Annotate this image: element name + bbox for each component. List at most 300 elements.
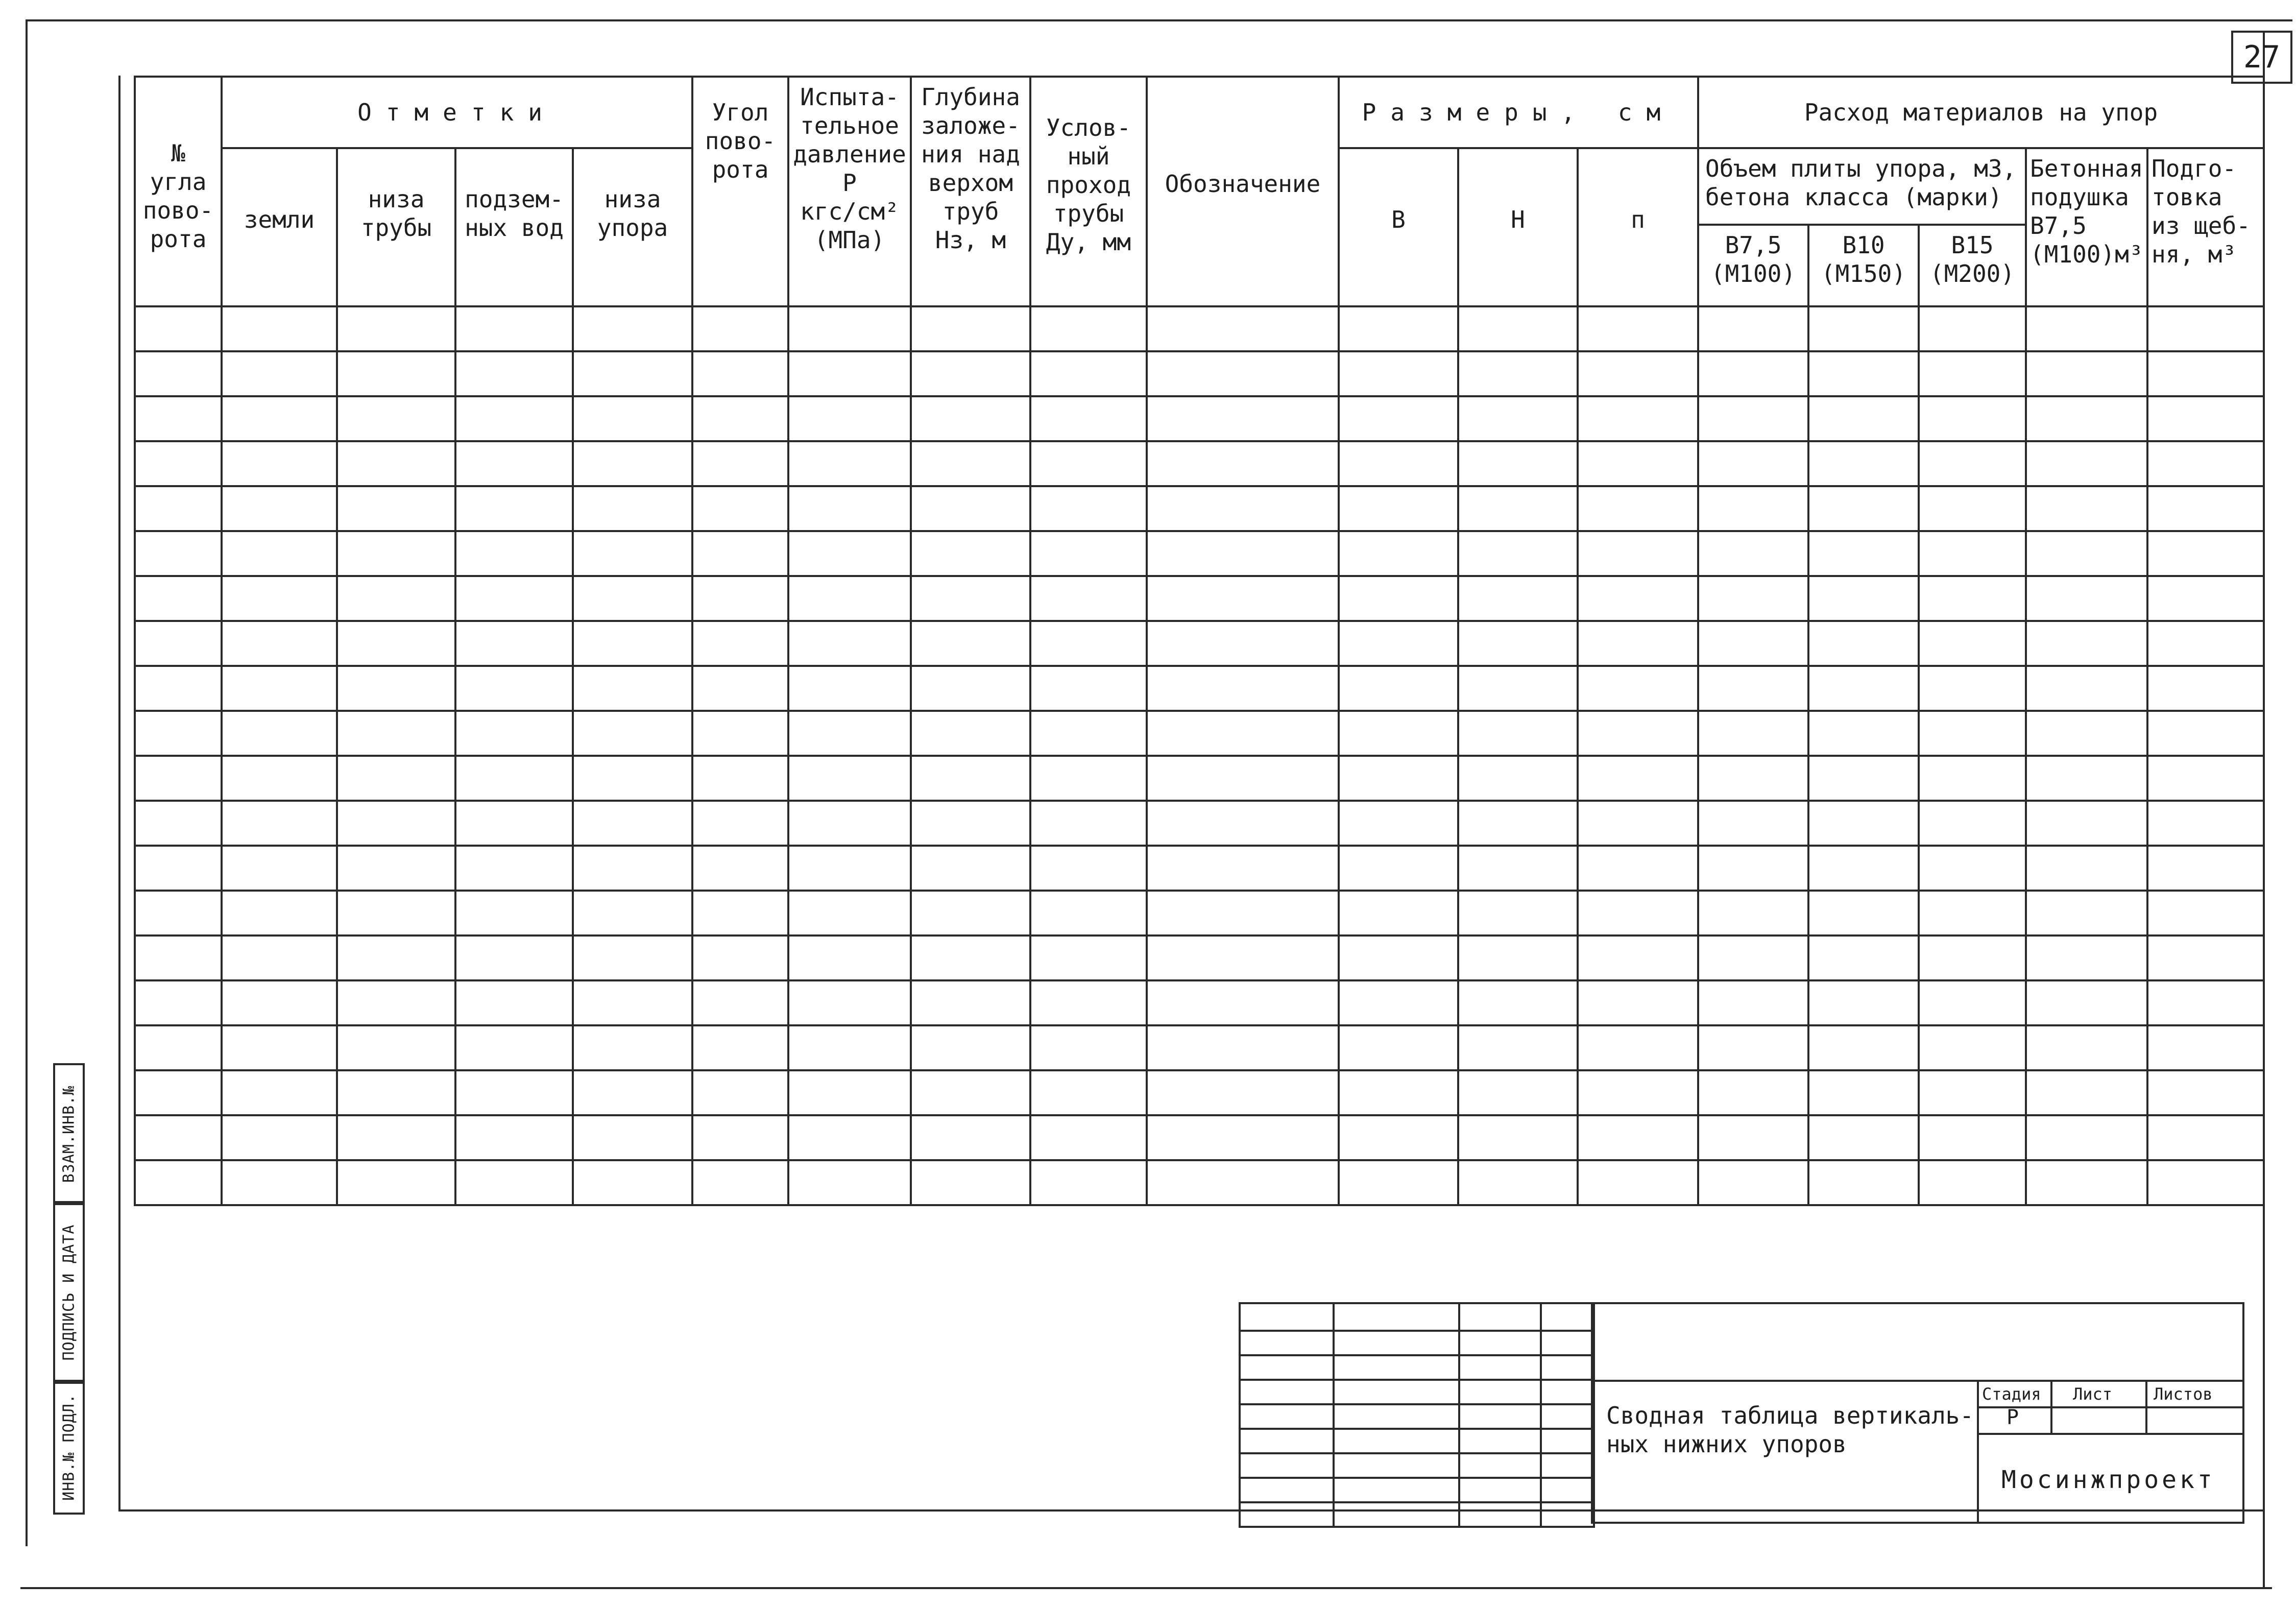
table-cell	[1339, 396, 1458, 441]
table-cell	[1147, 486, 1339, 531]
table-cell	[455, 801, 573, 846]
table-cell	[1147, 351, 1339, 396]
table-cell	[1698, 1070, 1808, 1115]
table-cell	[1339, 936, 1458, 980]
table-cell	[911, 1160, 1030, 1205]
table-cell	[1458, 1070, 1578, 1115]
table-cell	[1458, 936, 1578, 980]
table-cell	[337, 980, 455, 1025]
signature-grid	[1239, 1302, 1595, 1528]
table-cell	[573, 756, 692, 801]
table-cell	[1458, 846, 1578, 891]
table-cell	[1030, 846, 1147, 891]
table-cell	[1698, 980, 1808, 1025]
header-b75: В7,5 (М100)	[1698, 225, 1808, 306]
table-cell	[1919, 441, 2026, 486]
table-cell	[1458, 351, 1578, 396]
table-cell	[1698, 891, 1808, 936]
table-cell	[1030, 576, 1147, 621]
table-cell	[1578, 1160, 1698, 1205]
table-cell	[1339, 306, 1458, 351]
table-cell	[788, 756, 911, 801]
table-cell	[1698, 801, 1808, 846]
table-cell	[455, 306, 573, 351]
table-row	[135, 711, 2264, 756]
table-cell	[692, 1070, 788, 1115]
table-cell	[337, 936, 455, 980]
table-cell	[2147, 351, 2264, 396]
table-cell	[1919, 1160, 2026, 1205]
signature-cell	[1541, 1331, 1594, 1355]
table-cell	[222, 891, 337, 936]
table-cell	[222, 1115, 337, 1160]
signature-cell	[1334, 1478, 1459, 1502]
table-cell	[135, 891, 222, 936]
table-cell	[1458, 1025, 1578, 1070]
table-cell	[788, 531, 911, 576]
table-cell	[2026, 666, 2147, 711]
table-cell	[1919, 306, 2026, 351]
table-cell	[455, 1160, 573, 1205]
table-cell	[455, 980, 573, 1025]
table-cell	[1808, 441, 1919, 486]
table-cell	[788, 1070, 911, 1115]
table-cell	[2026, 801, 2147, 846]
table-cell	[135, 711, 222, 756]
table-cell	[1030, 306, 1147, 351]
table-cell	[1339, 441, 1458, 486]
side-stamp-signature-date	[53, 1201, 85, 1384]
table-cell	[573, 801, 692, 846]
table-cell	[1578, 531, 1698, 576]
table-cell	[2147, 1025, 2264, 1070]
table-cell	[135, 1115, 222, 1160]
table-cell	[1147, 1025, 1339, 1070]
table-cell	[222, 666, 337, 711]
table-cell	[788, 486, 911, 531]
table-cell	[788, 711, 911, 756]
table-cell	[1339, 1115, 1458, 1160]
table-cell	[1147, 756, 1339, 801]
table-cell	[573, 441, 692, 486]
signature-cell	[1334, 1404, 1459, 1429]
table-cell	[1698, 1160, 1808, 1205]
table-cell	[337, 396, 455, 441]
signature-cell	[1541, 1429, 1594, 1453]
table-cell	[573, 576, 692, 621]
signature-cell	[1240, 1429, 1334, 1453]
table-cell	[2147, 396, 2264, 441]
table-cell	[911, 846, 1030, 891]
header-angle-number: № угла пово- рота	[135, 77, 222, 306]
table-cell	[911, 576, 1030, 621]
table-cell	[573, 621, 692, 666]
table-cell	[2026, 756, 2147, 801]
signature-cell	[1334, 1502, 1459, 1527]
table-cell	[1030, 666, 1147, 711]
table-cell	[573, 891, 692, 936]
table-cell	[135, 1070, 222, 1115]
title-block	[1591, 1302, 2244, 1524]
table-cell	[1030, 756, 1147, 801]
table-cell	[788, 1115, 911, 1160]
header-b10: В10 (М150)	[1808, 225, 1919, 306]
table-cell	[455, 1070, 573, 1115]
table-row	[135, 1070, 2264, 1115]
signature-cell	[1334, 1453, 1459, 1478]
table-cell	[911, 306, 1030, 351]
table-cell	[455, 711, 573, 756]
table-cell	[2026, 351, 2147, 396]
table-cell	[1578, 351, 1698, 396]
table-cell	[1339, 891, 1458, 936]
table-cell	[1578, 936, 1698, 980]
table-row	[135, 621, 2264, 666]
table-cell	[1030, 486, 1147, 531]
signature-cell	[1459, 1380, 1541, 1404]
table-cell	[455, 486, 573, 531]
sheets-label: Листов	[2154, 1384, 2213, 1404]
table-cell	[692, 711, 788, 756]
table-cell	[573, 846, 692, 891]
table-cell	[1808, 576, 1919, 621]
table-cell	[1808, 980, 1919, 1025]
table-cell	[1808, 621, 1919, 666]
table-cell	[1030, 621, 1147, 666]
signature-cell	[1240, 1303, 1334, 1331]
table-cell	[1147, 1115, 1339, 1160]
table-cell	[2147, 1115, 2264, 1160]
table-cell	[1458, 756, 1578, 801]
table-cell	[455, 576, 573, 621]
table-cell	[1578, 846, 1698, 891]
table-cell	[1698, 576, 1808, 621]
table-row	[135, 306, 2264, 351]
table-cell	[1030, 936, 1147, 980]
table-cell	[222, 846, 337, 891]
table-cell	[692, 351, 788, 396]
table-cell	[1919, 486, 2026, 531]
table-cell	[1339, 801, 1458, 846]
table-cell	[788, 980, 911, 1025]
table-cell	[573, 936, 692, 980]
table-cell	[692, 1115, 788, 1160]
table-cell	[1147, 980, 1339, 1025]
table-row	[135, 1025, 2264, 1070]
table-cell	[1808, 1025, 1919, 1070]
table-row	[135, 846, 2264, 891]
side-stamp-replace-inv-label: ВЗАМ.ИНВ.№	[60, 1085, 78, 1183]
table-cell	[337, 486, 455, 531]
table-cell	[455, 531, 573, 576]
table-cell	[1339, 711, 1458, 756]
header-test-pressure: Испыта- тельное давление P кгс/см² (МПа)	[788, 77, 911, 306]
table-cell	[1808, 306, 1919, 351]
table-cell	[692, 980, 788, 1025]
table-cell	[1698, 711, 1808, 756]
table-cell	[573, 306, 692, 351]
table-cell	[135, 621, 222, 666]
header-stop-bottom: низа упора	[573, 148, 692, 306]
table-cell	[1458, 801, 1578, 846]
table-cell	[692, 756, 788, 801]
table-cell	[1698, 441, 1808, 486]
table-cell	[1578, 1070, 1698, 1115]
table-cell	[911, 1070, 1030, 1115]
table-cell	[1458, 531, 1578, 576]
signature-row	[1240, 1502, 1594, 1527]
table-cell	[222, 576, 337, 621]
header-gravel-prep: Подго- товка из щеб- ня, м³	[2147, 148, 2264, 306]
table-cell	[692, 846, 788, 891]
table-cell	[1030, 531, 1147, 576]
table-cell	[1578, 441, 1698, 486]
table-cell	[788, 1160, 911, 1205]
header-size-n: п	[1578, 148, 1698, 306]
table-row	[135, 531, 2264, 576]
table-row	[135, 486, 2264, 531]
table-cell	[135, 756, 222, 801]
header-designation: Обозначение	[1147, 77, 1339, 306]
table-cell	[692, 936, 788, 980]
table-cell	[1919, 756, 2026, 801]
table-cell	[337, 756, 455, 801]
header-nominal-passage: Услов- ный проход трубы Ду, мм	[1030, 77, 1147, 306]
table-cell	[2147, 1070, 2264, 1115]
table-cell	[1147, 1160, 1339, 1205]
table-cell	[1030, 396, 1147, 441]
table-row	[135, 1115, 2264, 1160]
table-cell	[1458, 711, 1578, 756]
signature-cell	[1240, 1502, 1334, 1527]
table-cell	[1919, 846, 2026, 891]
table-cell	[2026, 1025, 2147, 1070]
signature-cell	[1334, 1303, 1459, 1331]
signature-cell	[1334, 1355, 1459, 1380]
table-cell	[911, 980, 1030, 1025]
signature-row	[1240, 1429, 1594, 1453]
table-cell	[692, 891, 788, 936]
table-cell	[1147, 891, 1339, 936]
table-cell	[1919, 1070, 2026, 1115]
side-stamp-inv-no-label: ИНВ.№ ПОДЛ.	[60, 1394, 78, 1501]
table-cell	[1578, 576, 1698, 621]
table-cell	[2026, 1115, 2147, 1160]
table-cell	[337, 846, 455, 891]
table-cell	[1698, 936, 1808, 980]
table-cell	[1919, 576, 2026, 621]
sheet-label: Лист	[2073, 1384, 2113, 1404]
table-cell	[1698, 306, 1808, 351]
table-row	[135, 980, 2264, 1025]
table-cell	[1808, 801, 1919, 846]
signature-cell	[1541, 1478, 1594, 1502]
table-cell	[337, 1115, 455, 1160]
header-burial-depth: Глубина заложе- ния над верхом труб Hз, м	[911, 77, 1030, 306]
table-cell	[911, 711, 1030, 756]
signature-cell	[1334, 1331, 1459, 1355]
table-cell	[1147, 1070, 1339, 1115]
table-cell	[2147, 621, 2264, 666]
table-cell	[135, 441, 222, 486]
signature-cell	[1459, 1355, 1541, 1380]
table-cell	[222, 396, 337, 441]
sheet-number: 27	[2231, 31, 2292, 84]
table-cell	[2147, 441, 2264, 486]
table-cell	[1578, 711, 1698, 756]
table-cell	[1030, 441, 1147, 486]
table-cell	[1339, 531, 1458, 576]
table-cell	[2147, 846, 2264, 891]
table-cell	[1147, 666, 1339, 711]
table-cell	[1698, 621, 1808, 666]
header-size-b: В	[1339, 148, 1458, 306]
table-cell	[2026, 306, 2147, 351]
table-cell	[2147, 801, 2264, 846]
table-cell	[455, 351, 573, 396]
table-cell	[1339, 621, 1458, 666]
signature-row	[1240, 1404, 1594, 1429]
table-cell	[788, 396, 911, 441]
table-cell	[911, 486, 1030, 531]
signature-cell	[1541, 1380, 1594, 1404]
table-cell	[911, 396, 1030, 441]
main-table	[134, 76, 2265, 1206]
table-cell	[1919, 666, 2026, 711]
table-cell	[911, 1115, 1030, 1160]
table-cell	[2026, 1070, 2147, 1115]
table-cell	[1808, 756, 1919, 801]
table-cell	[2026, 891, 2147, 936]
table-cell	[2026, 396, 2147, 441]
table-cell	[1339, 486, 1458, 531]
table-cell	[222, 1070, 337, 1115]
signature-cell	[1459, 1502, 1541, 1527]
table-cell	[573, 666, 692, 711]
table-cell	[135, 306, 222, 351]
table-cell	[1919, 351, 2026, 396]
table-cell	[135, 980, 222, 1025]
table-cell	[1458, 576, 1578, 621]
table-cell	[2026, 486, 2147, 531]
table-cell	[1339, 1160, 1458, 1205]
table-cell	[1030, 711, 1147, 756]
table-cell	[2147, 980, 2264, 1025]
side-stamp-replace-inv	[53, 1063, 85, 1205]
table-cell	[788, 576, 911, 621]
table-cell	[1339, 756, 1458, 801]
signature-cell	[1240, 1478, 1334, 1502]
table-cell	[1808, 486, 1919, 531]
table-cell	[692, 441, 788, 486]
table-row	[135, 396, 2264, 441]
table-cell	[455, 666, 573, 711]
table-cell	[222, 711, 337, 756]
table-cell	[1458, 1160, 1578, 1205]
table-cell	[788, 621, 911, 666]
table-cell	[911, 801, 1030, 846]
table-cell	[455, 1025, 573, 1070]
table-cell	[788, 1025, 911, 1070]
header-ground: земли	[222, 148, 337, 306]
table-cell	[1698, 396, 1808, 441]
table-cell	[1698, 486, 1808, 531]
table-cell	[1808, 1160, 1919, 1205]
table-cell	[788, 306, 911, 351]
table-cell	[1698, 666, 1808, 711]
table-cell	[1147, 711, 1339, 756]
table-cell	[1339, 1070, 1458, 1115]
header-turn-angle: Угол пово- рота	[692, 77, 788, 306]
table-cell	[1808, 891, 1919, 936]
table-cell	[692, 306, 788, 351]
table-cell	[788, 846, 911, 891]
table-cell	[222, 441, 337, 486]
table-cell	[1808, 351, 1919, 396]
signature-cell	[1459, 1331, 1541, 1355]
table-cell	[222, 306, 337, 351]
table-cell	[1919, 891, 2026, 936]
frame-left-line	[26, 19, 28, 1546]
signature-cell	[1459, 1453, 1541, 1478]
table-cell	[1339, 980, 1458, 1025]
table-cell	[1147, 441, 1339, 486]
table-cell	[135, 396, 222, 441]
table-cell	[222, 980, 337, 1025]
table-cell	[911, 756, 1030, 801]
signature-cell	[1459, 1429, 1541, 1453]
table-cell	[1698, 756, 1808, 801]
table-cell	[911, 351, 1030, 396]
table-cell	[2026, 576, 2147, 621]
table-cell	[1578, 621, 1698, 666]
table-cell	[1030, 1070, 1147, 1115]
frame-bottom-line	[20, 1587, 2272, 1589]
table-cell	[1339, 846, 1458, 891]
table-body	[135, 306, 2264, 1205]
table-cell	[1030, 891, 1147, 936]
table-cell	[337, 711, 455, 756]
table-cell	[222, 936, 337, 980]
table-cell	[1339, 1025, 1458, 1070]
table-cell	[1458, 441, 1578, 486]
table-cell	[692, 621, 788, 666]
signature-cell	[1459, 1303, 1541, 1331]
table-cell	[1578, 396, 1698, 441]
table-row	[135, 801, 2264, 846]
table-cell	[573, 1070, 692, 1115]
header-group-materials: Расход материалов на упор	[1698, 77, 2264, 148]
table-cell	[692, 531, 788, 576]
signature-cell	[1240, 1331, 1334, 1355]
signature-cell	[1459, 1478, 1541, 1502]
table-cell	[692, 666, 788, 711]
table-cell	[222, 351, 337, 396]
table-cell	[573, 1025, 692, 1070]
table-cell	[2147, 756, 2264, 801]
table-cell	[337, 576, 455, 621]
table-cell	[1578, 801, 1698, 846]
table-cell	[455, 396, 573, 441]
table-cell	[573, 531, 692, 576]
table-cell	[573, 351, 692, 396]
table-row	[135, 1160, 2264, 1205]
table-cell	[1698, 1025, 1808, 1070]
table-cell	[1030, 351, 1147, 396]
stage-value: Р	[2007, 1406, 2019, 1429]
table-cell	[1458, 306, 1578, 351]
table-cell	[788, 351, 911, 396]
